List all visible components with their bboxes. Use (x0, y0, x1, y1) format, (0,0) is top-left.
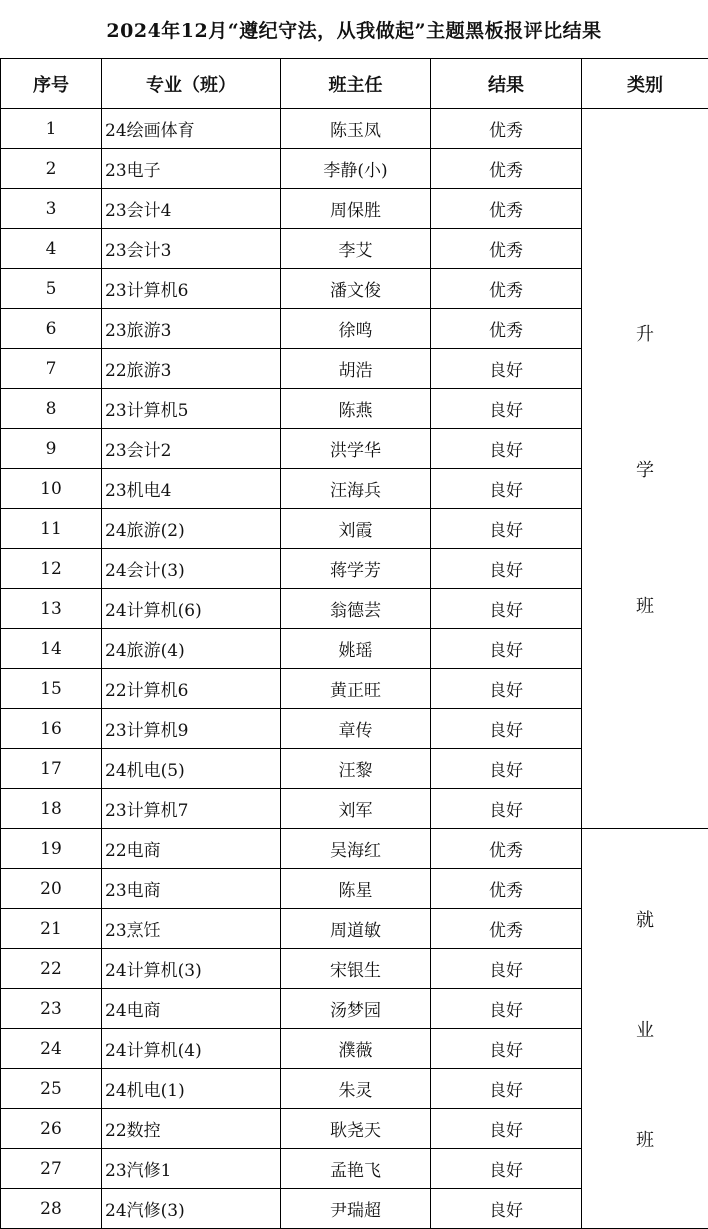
row-number: 2 (1, 149, 102, 189)
result-value: 良好 (431, 589, 582, 629)
row-number: 21 (1, 909, 102, 949)
class-name: 24汽修(3) (102, 1189, 281, 1229)
table-row (1, 829, 708, 869)
row-number: 14 (1, 629, 102, 669)
teacher-name: 胡浩 (281, 349, 431, 389)
row-number: 3 (1, 189, 102, 229)
result-value: 良好 (431, 1149, 582, 1189)
result-value: 优秀 (431, 229, 582, 269)
table-body (1, 109, 708, 1229)
category-char: 升 (636, 320, 654, 346)
row-number: 12 (1, 549, 102, 589)
table-header-row (1, 59, 708, 109)
class-name: 23旅游3 (102, 309, 281, 349)
teacher-name: 刘霞 (281, 509, 431, 549)
row-number: 9 (1, 429, 102, 469)
header-category: 类别 (582, 59, 708, 109)
row-number: 16 (1, 709, 102, 749)
class-name: 23会计2 (102, 429, 281, 469)
row-number: 28 (1, 1189, 102, 1229)
result-value: 良好 (431, 789, 582, 829)
class-name: 23烹饪 (102, 909, 281, 949)
class-name: 23计算机5 (102, 389, 281, 429)
result-value: 良好 (431, 949, 582, 989)
header-class: 专业（班） (102, 59, 281, 109)
row-number: 20 (1, 869, 102, 909)
class-name: 24会计(3) (102, 549, 281, 589)
result-value: 良好 (431, 1109, 582, 1149)
header-no: 序号 (1, 59, 102, 109)
result-value: 良好 (431, 429, 582, 469)
teacher-name: 陈星 (281, 869, 431, 909)
class-name: 24电商 (102, 989, 281, 1029)
teacher-name: 刘军 (281, 789, 431, 829)
category-char: 业 (636, 1016, 654, 1042)
header-result: 结果 (431, 59, 582, 109)
class-name: 23电商 (102, 869, 281, 909)
teacher-name: 陈燕 (281, 389, 431, 429)
class-name: 23计算机7 (102, 789, 281, 829)
result-value: 优秀 (431, 909, 582, 949)
class-name: 24计算机(3) (102, 949, 281, 989)
page-title: 2024年12月“遵纪守法，从我做起”主题黑板报评比结果 (0, 0, 708, 58)
result-value: 良好 (431, 749, 582, 789)
row-number: 17 (1, 749, 102, 789)
class-name: 22旅游3 (102, 349, 281, 389)
result-value: 优秀 (431, 109, 582, 149)
category-char: 学 (636, 456, 654, 482)
row-number: 22 (1, 949, 102, 989)
category-char: 班 (636, 592, 654, 618)
category-cell (582, 109, 708, 829)
result-value: 良好 (431, 389, 582, 429)
result-value: 良好 (431, 1189, 582, 1229)
class-name: 24计算机(4) (102, 1029, 281, 1069)
class-name: 23电子 (102, 149, 281, 189)
table-row (1, 109, 708, 149)
teacher-name: 徐鸣 (281, 309, 431, 349)
teacher-name: 潘文俊 (281, 269, 431, 309)
row-number: 4 (1, 229, 102, 269)
result-value: 良好 (431, 1069, 582, 1109)
row-number: 15 (1, 669, 102, 709)
row-number: 18 (1, 789, 102, 829)
row-number: 13 (1, 589, 102, 629)
teacher-name: 陈玉凤 (281, 109, 431, 149)
row-number: 23 (1, 989, 102, 1029)
class-name: 22计算机6 (102, 669, 281, 709)
teacher-name: 周保胜 (281, 189, 431, 229)
result-value: 优秀 (431, 829, 582, 869)
class-name: 23会计4 (102, 189, 281, 229)
teacher-name: 吴海红 (281, 829, 431, 869)
teacher-name: 翁德芸 (281, 589, 431, 629)
row-number: 19 (1, 829, 102, 869)
row-number: 6 (1, 309, 102, 349)
class-name: 23机电4 (102, 469, 281, 509)
teacher-name: 蒋学芳 (281, 549, 431, 589)
teacher-name: 耿尧天 (281, 1109, 431, 1149)
teacher-name: 宋银生 (281, 949, 431, 989)
class-name: 23计算机6 (102, 269, 281, 309)
result-value: 良好 (431, 469, 582, 509)
teacher-name: 洪学华 (281, 429, 431, 469)
class-name: 24旅游(2) (102, 509, 281, 549)
row-number: 25 (1, 1069, 102, 1109)
class-name: 23汽修1 (102, 1149, 281, 1189)
category-char: 班 (636, 1126, 654, 1152)
teacher-name: 汪黎 (281, 749, 431, 789)
teacher-name: 孟艳飞 (281, 1149, 431, 1189)
result-value: 良好 (431, 1029, 582, 1069)
row-number: 8 (1, 389, 102, 429)
result-value: 优秀 (431, 149, 582, 189)
class-name: 24机电(1) (102, 1069, 281, 1109)
teacher-name: 朱灵 (281, 1069, 431, 1109)
teacher-name: 周道敏 (281, 909, 431, 949)
result-value: 良好 (431, 629, 582, 669)
class-name: 22数控 (102, 1109, 281, 1149)
row-number: 11 (1, 509, 102, 549)
result-value: 良好 (431, 549, 582, 589)
row-number: 24 (1, 1029, 102, 1069)
class-name: 24旅游(4) (102, 629, 281, 669)
teacher-name: 汪海兵 (281, 469, 431, 509)
teacher-name: 李艾 (281, 229, 431, 269)
row-number: 7 (1, 349, 102, 389)
class-name: 23计算机9 (102, 709, 281, 749)
teacher-name: 濮薇 (281, 1029, 431, 1069)
class-name: 23会计3 (102, 229, 281, 269)
teacher-name: 章传 (281, 709, 431, 749)
category-cell (582, 829, 708, 1229)
teacher-name: 李静(小) (281, 149, 431, 189)
class-name: 24机电(5) (102, 749, 281, 789)
result-value: 良好 (431, 349, 582, 389)
row-number: 1 (1, 109, 102, 149)
result-value: 优秀 (431, 269, 582, 309)
result-value: 良好 (431, 989, 582, 1029)
teacher-name: 汤梦园 (281, 989, 431, 1029)
teacher-name: 姚瑶 (281, 629, 431, 669)
row-number: 26 (1, 1109, 102, 1149)
result-value: 良好 (431, 669, 582, 709)
class-name: 22电商 (102, 829, 281, 869)
class-name: 24绘画体育 (102, 109, 281, 149)
header-teacher: 班主任 (281, 59, 431, 109)
class-name: 24计算机(6) (102, 589, 281, 629)
result-value: 优秀 (431, 189, 582, 229)
row-number: 10 (1, 469, 102, 509)
result-value: 优秀 (431, 869, 582, 909)
result-value: 良好 (431, 709, 582, 749)
row-number: 27 (1, 1149, 102, 1189)
result-value: 优秀 (431, 309, 582, 349)
row-number: 5 (1, 269, 102, 309)
result-value: 良好 (431, 509, 582, 549)
category-char: 就 (636, 906, 654, 932)
results-table (0, 58, 708, 1229)
teacher-name: 尹瑞超 (281, 1189, 431, 1229)
teacher-name: 黄正旺 (281, 669, 431, 709)
